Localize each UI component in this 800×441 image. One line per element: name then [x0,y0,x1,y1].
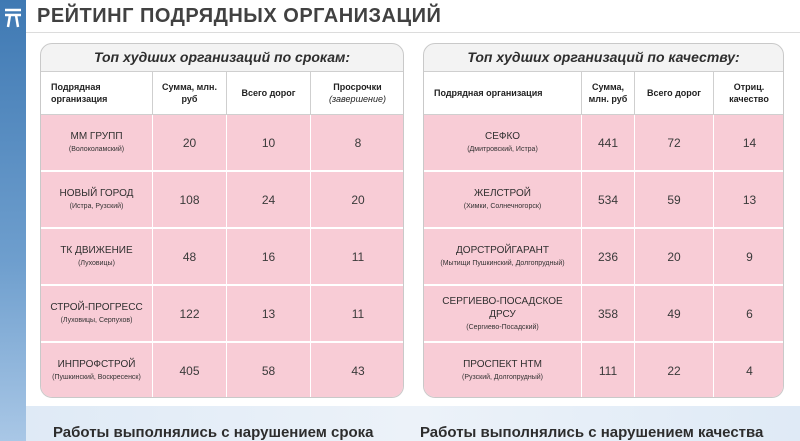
column-header-org: Подрядная организация [41,72,153,115]
column-header-sum: Сумма, млн. руб [153,72,227,115]
table-row-org [41,115,153,172]
org-name: ДОРСТРОЙГАРАНТ [456,245,549,256]
roads-cell: 49 [635,286,714,343]
table-row-org [424,229,582,286]
roads-cell: 22 [635,343,714,398]
org-name: СЕРГИЕВО-ПОСАДСКОЕ ДРСУ [442,295,563,320]
column-header-roads: Всего дорог [227,72,311,115]
page-title: РЕЙТИНГ ПОДРЯДНЫХ ОРГАНИЗАЦИЙ [37,5,442,27]
sum-cell: 358 [582,286,635,343]
negative-quality-cell: 9 [714,229,784,286]
org-region: (Истра, Рузский) [69,203,124,210]
delays-cell: 11 [311,229,404,286]
roads-cell: 10 [227,115,311,172]
table-row-org [41,286,153,343]
org-region: (Дмитровский, Истра) [467,146,538,153]
org-region: (Мытищи Пушкинский, Долгопрудный) [440,260,565,267]
quality-table [424,71,783,397]
sum-cell: 20 [153,115,227,172]
org-region: (Химки, Солнечногорск) [463,203,542,210]
delays-cell: 20 [311,172,404,229]
table-row-org [424,343,582,398]
quality-caption: Работы выполнялись с нарушением качества [420,424,764,441]
quality-panel-title: Топ худших организаций по качеству: [467,49,740,65]
table-row-org [41,229,153,286]
column-header-sum: Сумма, млн. руб [582,72,635,115]
org-name: ИНПРОФСТРОЙ [57,359,136,370]
roads-cell: 13 [227,286,311,343]
deadline-table [41,71,403,397]
org-name: СТРОЙ-ПРОГРЕСС [50,302,143,313]
org-name: НОВЫЙ ГОРОД [59,188,134,199]
sum-cell: 534 [582,172,635,229]
negative-quality-cell: 6 [714,286,784,343]
org-region: (Сергиево-Посадский) [466,323,539,331]
roads-cell: 58 [227,343,311,398]
org-region: (Луховицы) [78,260,115,267]
side-stripe [0,0,26,441]
roads-cell: 16 [227,229,311,286]
sum-cell: 111 [582,343,635,398]
column-header-org: Подрядная организация [424,72,582,115]
negative-quality-cell: 14 [714,115,784,172]
table-row-org [41,343,153,398]
deadline-panel-title: Топ худших организаций по срокам: [93,49,351,65]
org-name: ТК ДВИЖЕНИЕ [60,245,133,256]
column-header-delays [311,72,404,115]
org-name: ЖЕЛСТРОЙ [474,188,531,199]
delays-cell: 8 [311,115,404,172]
org-name: ММ ГРУПП [70,131,123,142]
delays-sublabel: (завершение) [328,94,387,104]
org-region: (Пушкинский, Воскресенск) [52,374,141,381]
roads-cell: 59 [635,172,714,229]
negative-quality-cell: 4 [714,343,784,398]
delays-cell: 11 [311,286,404,343]
column-header-negative-quality: Отриц. качество [714,72,784,115]
table-row-org [424,115,582,172]
delays-cell: 43 [311,343,404,398]
org-region: (Рузский, Долгопрудный) [462,374,543,381]
sum-cell: 122 [153,286,227,343]
road-logo-icon [3,6,23,28]
deadline-rating-panel [40,43,404,398]
deadline-caption: Работы выполнялись с нарушением срока [53,424,374,441]
sum-cell: 441 [582,115,635,172]
delays-label: Просрочки [333,82,382,92]
sum-cell: 236 [582,229,635,286]
roads-cell: 24 [227,172,311,229]
org-name: СЕФКО [485,131,520,142]
sum-cell: 48 [153,229,227,286]
org-region: (Волоколамский) [68,146,125,153]
roads-cell: 72 [635,115,714,172]
org-region: (Луховицы, Серпухов) [60,317,133,324]
sum-cell: 405 [153,343,227,398]
column-header-roads: Всего дорог [635,72,714,115]
quality-rating-panel [423,43,784,398]
org-name: ПРОСПЕКТ НТМ [463,359,542,370]
title-divider [26,32,800,33]
negative-quality-cell: 13 [714,172,784,229]
table-row-org [424,172,582,229]
table-row-org [424,286,582,343]
roads-cell: 20 [635,229,714,286]
sum-cell: 108 [153,172,227,229]
table-row-org [41,172,153,229]
